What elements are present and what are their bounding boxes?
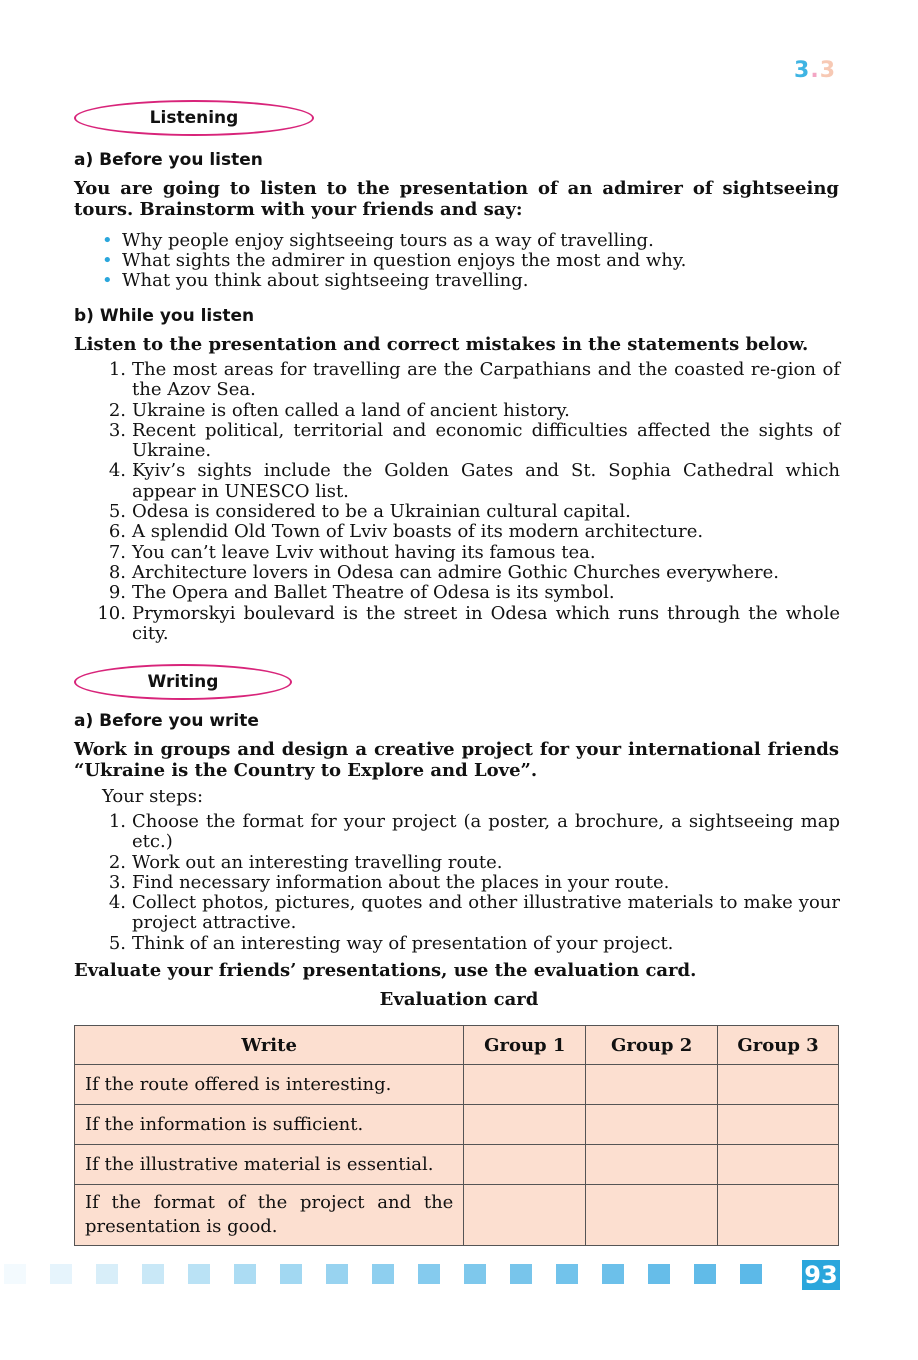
list-item: • What you think about sightseeing travelling. [100, 271, 840, 291]
column-header: Group 1 [464, 1026, 586, 1065]
table-row [75, 1185, 839, 1246]
before-you-listen-label: a) Before you listen [74, 150, 263, 170]
column-header: Group 3 [718, 1026, 839, 1065]
group-cell[interactable] [464, 1185, 586, 1246]
list-item: 5. Think of an interesting way of presentation of your project. [108, 932, 674, 954]
list-item: 4. Kyiv’s sights include the Golden Gates and St. Sophia Cathedral which appear in UNESCO list. [108, 460, 840, 502]
steps-list [88, 812, 840, 954]
evaluation-card-table [74, 1025, 839, 1246]
brainstorm-list [100, 231, 840, 291]
table-header-row [75, 1026, 839, 1065]
list-item: 3. Find necessary information about the places in your route. [108, 871, 670, 893]
group-cell[interactable] [718, 1065, 839, 1105]
list-item: • Why people enjoy sightseeing tours as a way of travelling. [100, 231, 840, 251]
list-item: 4. Collect photos, pictures, quotes and other illustrative materials to make your project attractive. [108, 892, 840, 934]
writing-heading: Writing [74, 664, 292, 700]
criterion-cell: If the information is sufficient. [75, 1105, 464, 1145]
table-row [75, 1145, 839, 1185]
list-item: 7. You can’t leave Lviv without having its famous tea. [108, 541, 596, 563]
list-item: 1. The most areas for travelling are the Carpathians and the coasted re-gion of the Azov Sea. [108, 359, 840, 401]
column-header: Group 2 [586, 1026, 718, 1065]
while-listen-task: Listen to the presentation and correct mistakes in the statements below. [74, 334, 809, 355]
group-cell[interactable] [586, 1065, 718, 1105]
list-item: 9. The Opera and Ballet Theatre of Odesa is its symbol. [108, 582, 615, 604]
list-item: 5. Odesa is considered to be a Ukrainian cultural capital. [108, 501, 631, 523]
before-you-write-label: a) Before you write [74, 711, 259, 731]
list-item: 1. Choose the format for your project (a poster, a brochure, a sightseeing map etc.) [108, 811, 840, 853]
group-cell[interactable] [464, 1105, 586, 1145]
group-cell[interactable] [586, 1145, 718, 1185]
group-cell[interactable] [586, 1105, 718, 1145]
while-you-listen-label: b) While you listen [74, 306, 255, 326]
decorative-squares-strip [0, 1264, 800, 1286]
list-item: 6. A splendid Old Town of Lviv boasts of its modern architecture. [108, 521, 704, 543]
list-item: 10. Prymorskyi boulevard is the street in Odesa which runs through the whole city. [97, 602, 840, 644]
list-item: 8. Architecture lovers in Odesa can admire Gothic Churches everywhere. [108, 561, 779, 583]
unit-number [794, 58, 836, 83]
evaluation-card-title: Evaluation card [379, 989, 539, 1010]
unit-number-part1: 3 [794, 58, 811, 83]
group-cell[interactable] [718, 1105, 839, 1145]
list-item: 2. Work out an interesting travelling route. [108, 851, 503, 873]
statements-list [88, 360, 840, 644]
before-listen-task: You are going to listen to the presentation of an admirer of sightseeing tours. Brainstorm with your friends and say: [74, 178, 839, 220]
column-header: Write [75, 1026, 464, 1065]
list-item: 3. Recent political, territorial and economic difficulties affected the sights of Ukraine. [108, 419, 840, 462]
unit-number-part2: 3 [819, 58, 836, 83]
table-row [75, 1065, 839, 1105]
group-cell[interactable] [464, 1145, 586, 1185]
criterion-cell: If the illustrative material is essential. [75, 1145, 464, 1185]
table-row [75, 1105, 839, 1145]
list-item: • What sights the admirer in question enjoys the most and why. [100, 251, 840, 271]
steps-label: Your steps: [102, 786, 204, 807]
listening-heading: Listening [74, 100, 314, 136]
before-write-task: Work in groups and design a creative project for your international friends “Ukraine is the Country to Explore and Love”. [74, 739, 839, 781]
criterion-cell: If the format of the project and the presentation is good. [75, 1185, 464, 1246]
unit-number-dot: . [810, 58, 820, 83]
criterion-cell: If the route offered is interesting. [75, 1065, 464, 1105]
evaluate-task: Evaluate your friends’ presentations, use the evaluation card. [74, 960, 697, 981]
group-cell[interactable] [464, 1065, 586, 1105]
page-number: 93 [802, 1260, 840, 1290]
group-cell[interactable] [586, 1185, 718, 1246]
group-cell[interactable] [718, 1145, 839, 1185]
group-cell[interactable] [718, 1185, 839, 1246]
list-item: 2. Ukraine is often called a land of ancient history. [108, 399, 570, 421]
